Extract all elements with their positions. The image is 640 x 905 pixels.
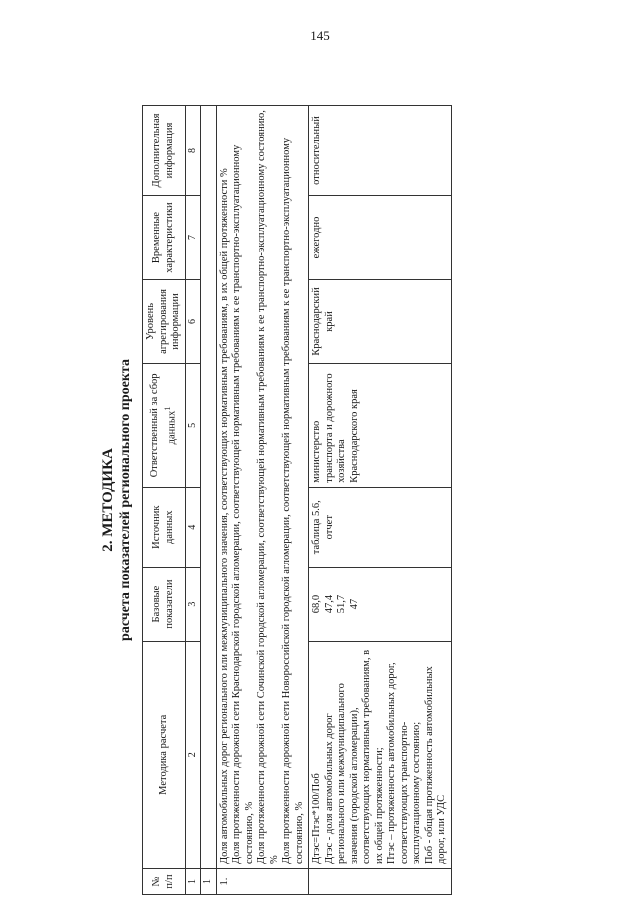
header-extra: Дополнительная информация xyxy=(143,106,186,196)
indicator-number: 1. xyxy=(216,869,309,895)
col-number-7: 7 xyxy=(185,196,201,280)
col-number-5: 5 xyxy=(185,363,201,487)
indicator-line: Доля протяженности дорожной сети Краснодарской городской агломерации, соответствующей нормативным требованиям к ее транспортно-эксплуатационному состоянию, % xyxy=(231,144,255,865)
indicator-row xyxy=(216,106,309,895)
heading xyxy=(100,105,134,895)
document-title: 2. МЕТОДИКА xyxy=(100,448,116,552)
extra-info-cell: относительный xyxy=(309,106,452,196)
header-method: Методика расчета xyxy=(143,641,186,868)
col-number-2: 2 xyxy=(185,641,201,868)
method-formula: Дтэс=Птэс*100/Поб xyxy=(311,773,322,865)
responsible-cell: министерство транспорта и дорожного хозяйства Краснодарского края xyxy=(309,363,452,487)
base-value: 51,7 xyxy=(336,594,347,614)
method-definition: Дтэс - доля автомобильных дорог регионального или межмуниципального значения (городской агломерации), соответствующих нормативным требованиям, в их общей протяженности; xyxy=(323,649,385,865)
header-row xyxy=(143,106,186,895)
indicator-line: Доля протяженности дорожной сети Новороссийской городской агломерации, соответствующей нормативным требованиям к ее транспортно-эксплуатационному состоянию, % xyxy=(281,137,305,865)
base-value: 47,4 xyxy=(323,594,335,614)
indicator-line: Доля протяженности дорожной сети Сочинской городской агломерации, соответствующей нормативным требованиям к ее транспортно-эксплуатационному состоянию, % xyxy=(256,110,280,865)
methodology-table xyxy=(142,105,452,895)
header-number: № п/п xyxy=(143,869,186,895)
base-values-cell xyxy=(309,567,452,641)
col-number-4: 4 xyxy=(185,487,201,567)
indicator-line: Доля автомобильных дорог регионального или межмуниципального значения, соответствующих нормативным требованиям, в их общей протяженности % xyxy=(218,168,230,865)
section-row xyxy=(201,106,217,895)
method-definition: Поб - общая протяженность автомобильных дорог, или УДС xyxy=(423,666,447,865)
header-footnote: 1 xyxy=(162,406,172,411)
level-cell: Краснодарский край xyxy=(309,279,452,363)
source-cell: таблица 5.6, отчет xyxy=(309,487,452,567)
method-definition: Птэс – протяженность автомобильных дорог, соответствующих транспортно-эксплуатационному состоянию; xyxy=(386,662,422,865)
section-spacer xyxy=(201,106,217,869)
header-responsible-text: Ответственный за сбор данных xyxy=(148,373,178,478)
method-row xyxy=(309,106,452,895)
header-responsible xyxy=(143,363,186,487)
method-number-cell xyxy=(309,869,452,895)
col-number-1: 1 xyxy=(185,869,201,895)
indicator-names xyxy=(216,106,309,869)
col-number-8: 8 xyxy=(185,106,201,196)
header-base: Базовые показатели xyxy=(143,567,186,641)
method-cell xyxy=(309,641,452,868)
header-time: Временные характеристики xyxy=(143,196,186,280)
document-subtitle: расчета показателей регионального проекта xyxy=(118,359,133,641)
header-source: Источник данных xyxy=(143,487,186,567)
rotated-content xyxy=(100,105,540,895)
column-number-row xyxy=(185,106,201,895)
base-value: 47 xyxy=(348,598,360,610)
time-cell: ежегодно xyxy=(309,196,452,280)
col-number-3: 3 xyxy=(185,567,201,641)
page-number: 145 xyxy=(310,28,330,43)
header-level: Уровень агрегирования информации xyxy=(143,279,186,363)
section-number: 1 xyxy=(201,869,217,895)
col-number-6: 6 xyxy=(185,279,201,363)
base-value: 68,0 xyxy=(311,594,322,614)
